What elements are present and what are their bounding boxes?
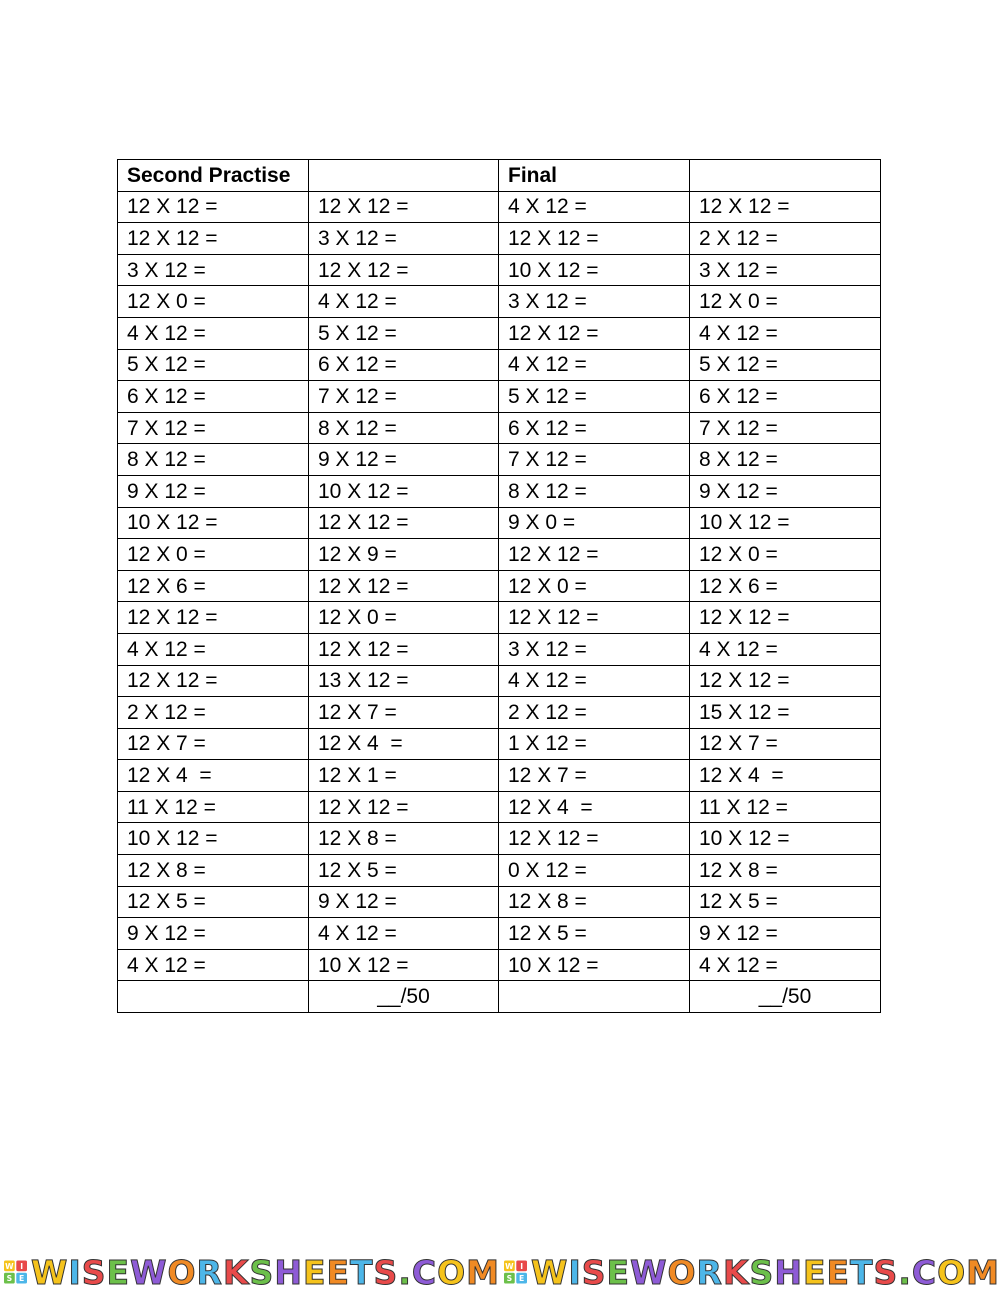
problem-cell: 12 X 8 = (309, 823, 499, 855)
problem-cell: 12 X 6 = (118, 570, 309, 602)
problem-cell: 12 X 8 = (118, 855, 309, 887)
table-row (118, 760, 881, 792)
problem-cell: 12 X 6 = (690, 570, 881, 602)
problem-cell: 3 X 12 = (499, 633, 690, 665)
svg-text:I: I (20, 1261, 24, 1271)
problem-cell: 12 X 7 = (309, 697, 499, 729)
problem-cell: 7 X 12 = (309, 381, 499, 413)
problem-cell: 11 X 12 = (690, 791, 881, 823)
table-row (118, 855, 881, 887)
problem-cell: 5 X 12 = (118, 349, 309, 381)
problem-cell: 8 X 12 = (499, 475, 690, 507)
wisewsheets-logo-icon (504, 1257, 527, 1287)
problem-cell: 7 X 12 = (118, 412, 309, 444)
problem-cell: 2 X 12 = (690, 223, 881, 255)
problem-cell: 4 X 12 = (690, 633, 881, 665)
problem-cell: 3 X 12 = (690, 254, 881, 286)
problem-cell: 10 X 12 = (118, 823, 309, 855)
problem-cell: 9 X 12 = (690, 475, 881, 507)
problem-cell: 12 X 4 = (309, 728, 499, 760)
problem-cell: 12 X 7 = (499, 760, 690, 792)
table-row (118, 223, 881, 255)
problem-cell: 6 X 12 = (690, 381, 881, 413)
table-row (118, 444, 881, 476)
problem-cell: 12 X 12 = (118, 602, 309, 634)
header-blank-1 (309, 160, 499, 192)
svg-text:E: E (19, 1274, 25, 1284)
problem-cell: 12 X 12 = (118, 665, 309, 697)
table-row (118, 791, 881, 823)
header-second-practise: Second Practise (118, 160, 309, 192)
table-row (118, 254, 881, 286)
problem-cell: 5 X 12 = (309, 317, 499, 349)
problem-cell: 10 X 12 = (118, 507, 309, 539)
table-body (118, 160, 881, 1013)
problem-cell: 12 X 0 = (499, 570, 690, 602)
problem-cell: 12 X 12 = (690, 602, 881, 634)
table-row (118, 665, 881, 697)
problem-cell: 12 X 0 = (690, 539, 881, 571)
problem-cell: 12 X 4 = (118, 760, 309, 792)
multiplication-worksheet-table (117, 159, 881, 1013)
empty-cell (118, 981, 309, 1013)
problem-cell: 9 X 12 = (309, 444, 499, 476)
empty-cell (499, 981, 690, 1013)
problem-cell: 9 X 0 = (499, 507, 690, 539)
svg-text:I: I (520, 1261, 524, 1271)
problem-cell: 12 X 12 = (690, 191, 881, 223)
problem-cell: 6 X 12 = (499, 412, 690, 444)
problem-cell: 12 X 12 = (118, 223, 309, 255)
problem-cell: 12 X 12 = (499, 223, 690, 255)
problem-cell: 12 X 12 = (309, 570, 499, 602)
problem-cell: 12 X 1 = (309, 760, 499, 792)
problem-cell: 7 X 12 = (499, 444, 690, 476)
problem-cell: 2 X 12 = (118, 697, 309, 729)
problem-cell: 12 X 12 = (499, 823, 690, 855)
problem-cell: 12 X 5 = (118, 886, 309, 918)
problem-cell: 12 X 12 = (309, 633, 499, 665)
problem-cell: 12 X 12 = (690, 665, 881, 697)
problem-cell: 10 X 12 = (309, 475, 499, 507)
problem-cell: 4 X 12 = (499, 191, 690, 223)
problem-cell: 12 X 5 = (309, 855, 499, 887)
problem-cell: 4 X 12 = (499, 349, 690, 381)
watermark-text: WISEWORKSHEETS.COM (31, 1252, 500, 1292)
table-row (118, 697, 881, 729)
problem-cell: 3 X 12 = (118, 254, 309, 286)
problem-cell: 12 X 12 = (309, 507, 499, 539)
table-row (118, 381, 881, 413)
score-cell: __/50 (309, 981, 499, 1013)
table-row (118, 191, 881, 223)
problem-cell: 12 X 12 = (499, 602, 690, 634)
problem-cell: 13 X 12 = (309, 665, 499, 697)
problem-cell: 12 X 4 = (690, 760, 881, 792)
problem-cell: 10 X 12 = (499, 254, 690, 286)
problem-cell: 8 X 12 = (690, 444, 881, 476)
problem-cell: 4 X 12 = (499, 665, 690, 697)
table-row (118, 918, 881, 950)
svg-text:S: S (506, 1274, 513, 1284)
problem-cell: 12 X 12 = (118, 191, 309, 223)
svg-text:W: W (5, 1261, 14, 1271)
problem-cell: 2 X 12 = (499, 697, 690, 729)
problem-cell: 10 X 12 = (309, 949, 499, 981)
score-row (118, 981, 881, 1013)
table-row (118, 286, 881, 318)
problem-cell: 6 X 12 = (118, 381, 309, 413)
problem-cell: 4 X 12 = (118, 949, 309, 981)
problem-cell: 12 X 12 = (309, 791, 499, 823)
table-row (118, 602, 881, 634)
problem-cell: 12 X 12 = (309, 254, 499, 286)
problem-cell: 4 X 12 = (118, 317, 309, 349)
problem-cell: 9 X 12 = (118, 918, 309, 950)
watermark-logo-group-1 (0, 1252, 500, 1292)
problem-cell: 12 X 9 = (309, 539, 499, 571)
problem-cell: 4 X 12 = (690, 317, 881, 349)
table-row (118, 507, 881, 539)
table-row (118, 539, 881, 571)
table-row (118, 886, 881, 918)
footer-watermark (0, 1252, 1000, 1292)
header-final: Final (499, 160, 690, 192)
problem-cell: 12 X 8 = (499, 886, 690, 918)
table-row (118, 570, 881, 602)
table-row (118, 475, 881, 507)
problem-cell: 4 X 12 = (309, 286, 499, 318)
problem-cell: 15 X 12 = (690, 697, 881, 729)
problem-cell: 4 X 12 = (690, 949, 881, 981)
problem-cell: 12 X 5 = (690, 886, 881, 918)
svg-text:W: W (505, 1261, 514, 1271)
problem-cell: 5 X 12 = (499, 381, 690, 413)
watermark-logo-group-2 (500, 1252, 1000, 1292)
svg-text:E: E (519, 1274, 525, 1284)
problem-cell: 7 X 12 = (690, 412, 881, 444)
problem-cell: 12 X 12 = (499, 317, 690, 349)
wisewsheets-logo-icon (4, 1257, 27, 1287)
problem-cell: 1 X 12 = (499, 728, 690, 760)
problem-cell: 5 X 12 = (690, 349, 881, 381)
problem-cell: 12 X 0 = (118, 286, 309, 318)
problem-cell: 9 X 12 = (118, 475, 309, 507)
problem-cell: 11 X 12 = (118, 791, 309, 823)
problem-cell: 12 X 8 = (690, 855, 881, 887)
problem-cell: 9 X 12 = (690, 918, 881, 950)
problem-cell: 3 X 12 = (499, 286, 690, 318)
problem-cell: 4 X 12 = (309, 918, 499, 950)
problem-cell: 12 X 7 = (118, 728, 309, 760)
problem-cell: 12 X 7 = (690, 728, 881, 760)
problem-cell: 4 X 12 = (118, 633, 309, 665)
problem-cell: 8 X 12 = (309, 412, 499, 444)
problem-cell: 3 X 12 = (309, 223, 499, 255)
table-row (118, 317, 881, 349)
problem-cell: 6 X 12 = (309, 349, 499, 381)
problem-cell: 12 X 12 = (309, 191, 499, 223)
table-row (118, 823, 881, 855)
problem-cell: 12 X 4 = (499, 791, 690, 823)
svg-text:S: S (6, 1274, 13, 1284)
problem-cell: 9 X 12 = (309, 886, 499, 918)
problem-cell: 12 X 12 = (499, 539, 690, 571)
problem-cell: 8 X 12 = (118, 444, 309, 476)
problem-cell: 12 X 0 = (118, 539, 309, 571)
table-row (118, 633, 881, 665)
problem-cell: 0 X 12 = (499, 855, 690, 887)
table-row (118, 728, 881, 760)
table-row (118, 349, 881, 381)
table-row (118, 949, 881, 981)
problem-cell: 12 X 5 = (499, 918, 690, 950)
problem-cell: 10 X 12 = (499, 949, 690, 981)
score-cell: __/50 (690, 981, 881, 1013)
header-row (118, 160, 881, 192)
problem-cell: 12 X 0 = (690, 286, 881, 318)
problem-cell: 12 X 0 = (309, 602, 499, 634)
header-blank-2 (690, 160, 881, 192)
problem-cell: 10 X 12 = (690, 823, 881, 855)
watermark-text: WISEWORKSHEETS.COM (531, 1252, 1000, 1292)
table-row (118, 412, 881, 444)
problem-cell: 10 X 12 = (690, 507, 881, 539)
